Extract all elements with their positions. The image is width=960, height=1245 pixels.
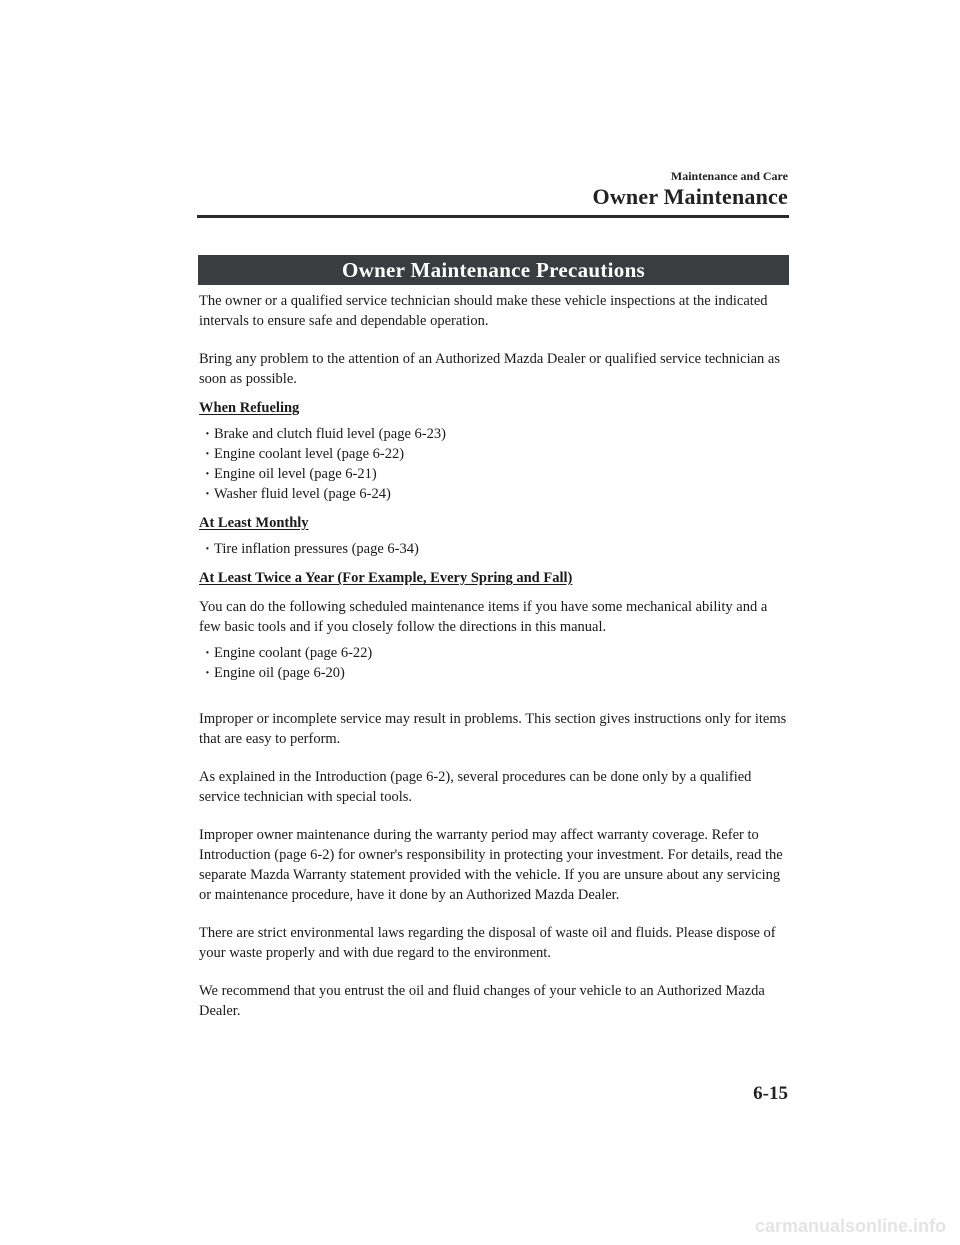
intro-paragraph: Bring any problem to the attention of an Authorized Mazda Dealer or qualified service technician as soon as possible. [199, 351, 780, 387]
list-item: · Engine coolant (page 6-22) [209, 643, 791, 663]
list-item: · Washer fluid level (page 6-24) [209, 484, 791, 504]
list-item: · Brake and clutch fluid level (page 6-23) [209, 424, 791, 444]
body-paragraph: As explained in the Introduction (page 6-2), several procedures can be done only by a qualified service technician with special tools. [199, 769, 752, 805]
section-title: Owner Maintenance [592, 184, 788, 209]
list-item: · Engine coolant level (page 6-22) [209, 444, 791, 464]
body-paragraph: Improper owner maintenance during the warranty period may affect warranty coverage. Refer to Introduction (page 6-2) for owner's responsibility in protecting your investment. For details, read the separate Mazda Warranty statement provided with the vehicle. If you are unsure about any servicing or maintenance procedure, have it done by an Authorized Mazda Dealer. [199, 827, 783, 903]
bullet-list-twice-a-year [199, 643, 791, 683]
body-paragraph: Improper or incomplete service may result in problems. This section gives instructions only for items that are easy to perform. [199, 711, 787, 747]
bullet-list-monthly [199, 539, 791, 559]
list-item: · Tire inflation pressures (page 6-34) [209, 539, 791, 559]
intro-paragraph: The owner or a qualified service technician should make these vehicle inspections at the indicated intervals to ensure safe and dependable operation. [199, 293, 768, 329]
chapter-title: Maintenance and Care [670, 169, 788, 183]
watermark: carmanualsonline.info [754, 1216, 946, 1236]
list-item: · Engine oil (page 6-20) [209, 663, 791, 683]
page-number: 6-15 [753, 1083, 788, 1104]
section-banner: Owner Maintenance Precautions [198, 255, 789, 285]
body-paragraph: You can do the following scheduled maintenance items if you have some mechanical ability and a few basic tools and if you closely follow the directions in this manual. [199, 599, 768, 635]
subheading-when-refueling: When Refueling [199, 400, 300, 416]
subheading-at-least-monthly: At Least Monthly [199, 515, 309, 531]
body-paragraph: There are strict environmental laws regarding the disposal of waste oil and fluids. Please dispose of your waste properly and with due regard to the environment. [199, 925, 776, 961]
subheading-twice-a-year: At Least Twice a Year (For Example, Every Spring and Fall) [199, 570, 573, 586]
page-body [199, 291, 791, 1021]
list-item: · Engine oil level (page 6-21) [209, 464, 791, 484]
body-paragraph: We recommend that you entrust the oil and fluid changes of your vehicle to an Authorized Mazda Dealer. [199, 983, 765, 1019]
bullet-list-refueling [199, 424, 791, 504]
header-rule [197, 215, 789, 218]
